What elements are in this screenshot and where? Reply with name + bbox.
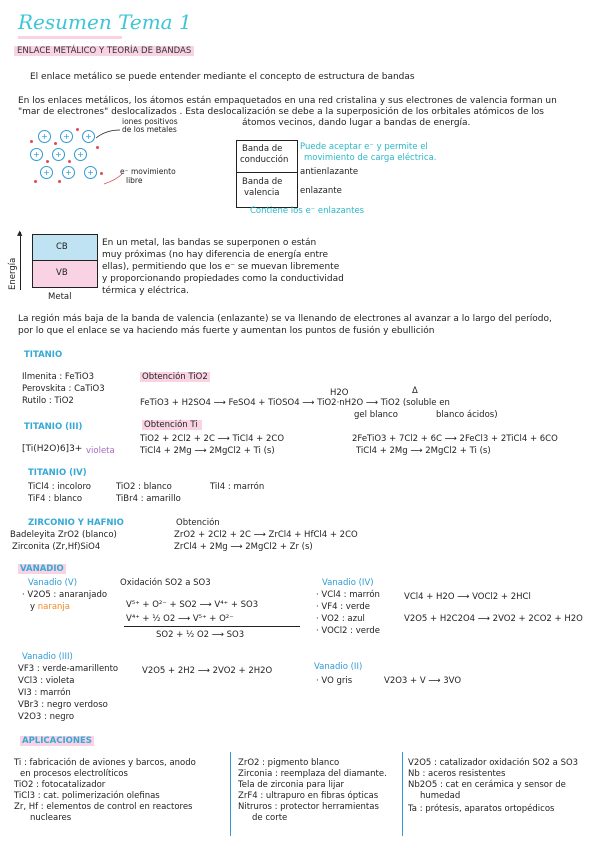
app-c1-2: en procesos electrolíticos [20, 769, 128, 779]
band-divider [236, 172, 297, 173]
ion-icon: + [84, 166, 97, 179]
contiene-text: Contiene los e⁻ enlazantes [250, 206, 365, 216]
ti-reaction-1: TiO2 + 2Cl2 + 2C ⟶ TiCl4 + 2CO [140, 434, 285, 444]
region-line-2: por lo que el enlace se va haciendo más fuerte y aumentan los puntos de fusión y ebullición [18, 326, 435, 336]
band-text-1: En un metal, las bandas se superponen o están [102, 238, 317, 248]
titanio-iv-heading: TITANIO (IV) [28, 468, 87, 478]
label-ions: iones positivos [122, 117, 178, 126]
app-c2-2: Zirconia : reemplaza del diamante. [238, 769, 387, 779]
v2o5-color: · V2O5 : anaranjado [22, 590, 108, 600]
antienlazante-label: antienlazante [300, 167, 359, 177]
app-c3-4: humedad [420, 791, 461, 801]
ion-icon: + [40, 166, 53, 179]
energy-label: Energía [8, 257, 18, 290]
v3-v2o3: V2O3 : negro [18, 712, 75, 722]
titanio-heading: TITANIO [24, 350, 63, 360]
intro-line: El enlace metálico se puede entender mediante el concepto de estructura de bandas [30, 72, 415, 82]
ion-icon: + [62, 166, 75, 179]
ion-icon: + [30, 148, 43, 161]
ion-icon: + [82, 130, 95, 143]
app-c2-4: ZrF4 : ultrapuro en fibras ópticas [238, 791, 379, 801]
cb-label: CB [56, 242, 68, 252]
ion-icon: + [52, 148, 65, 161]
vanadio-ii-heading: Vanadio (II) [314, 662, 363, 672]
mineral-perovskita: Perovskita : CaTiO3 [22, 384, 105, 394]
zr-reaction-1: ZrO2 + 2Cl2 + 2C ⟶ ZrCl4 + HfCl4 + 2CO [174, 530, 358, 540]
v3-vi3: VI3 : marrón [18, 688, 71, 698]
metal-label: Metal [48, 292, 72, 302]
energy-axis [20, 232, 21, 290]
app-c3-3: Nb2O5 : cat en cerámica y sensor de [408, 780, 566, 790]
zr-mineral-2: Zirconita (Zr,Hf)SiO4 [12, 542, 101, 552]
v2o5-naranja: naranja [37, 602, 70, 612]
zr-obtencion-heading: Obtención [176, 518, 220, 528]
para1-line3: átomos vecinos, dando lugar a bandas de energía. [242, 118, 471, 128]
page-title: Resumen Tema 1 [18, 10, 192, 34]
band-text-2: muy próximas (no hay diferencia de energía entre [102, 250, 329, 260]
ti4-tif4: TiF4 : blanco [28, 494, 83, 504]
vb-label: VB [56, 268, 68, 278]
banda-valencia-label: Banda de [242, 177, 283, 187]
ox-reaction-3: SO2 + ½ O2 ⟶ SO3 [156, 630, 245, 640]
v4-vocl2: · VOCl2 : verde [316, 626, 380, 636]
banda-conduccion-label-2: conducción [240, 155, 289, 165]
app-c3-2: Nb : aceros resistentes [408, 769, 506, 779]
v2o5-color-2 [30, 602, 70, 612]
permite-text-1: Puede aceptar e⁻ y permite el [300, 142, 428, 152]
band-text-5: térmica y eléctrica. [102, 286, 189, 296]
v3-vcl3: VCl3 : violeta [18, 676, 75, 686]
app-c1-3: TiO2 : fotocatalizador [14, 780, 106, 790]
app-c1-4: TiCl3 : cat. polimerización olefinas [14, 791, 160, 801]
app-c3-1: V2O5 : catalizador oxidación SO2 a SO3 [408, 758, 579, 768]
v2-reaction: V2O3 + V ⟶ 3VO [384, 676, 462, 686]
ti4-tii4: TiI4 : marrón [210, 482, 265, 492]
app-c3-5: Ta : prótesis, aparatos ortopédicos [408, 804, 555, 814]
region-line-1: La región más baja de la banda de valencia (enlazante) se va llenando de electrones al avanzar a lo largo del período, [18, 314, 552, 324]
electron-icon [58, 180, 61, 183]
violeta-label: violeta [86, 446, 115, 456]
app-c1-1: Ti : fabricación de aviones y barcos, anodo [14, 758, 196, 768]
ion-icon: + [38, 130, 51, 143]
band-text-3: ellas), permitiendo que los e⁻ se muevan libremente [102, 262, 340, 272]
band-text-4: y proporcionando propiedades como la conductividad [102, 274, 344, 284]
aplicaciones-heading: APLICACIONES [22, 736, 92, 746]
title-underline [18, 36, 122, 39]
diagram-arrows [90, 124, 130, 194]
ti4-tibr4: TiBr4 : amarillo [116, 494, 181, 504]
electron-icon [30, 140, 33, 143]
electron-icon [54, 142, 57, 145]
label-ions-2: de los metales [122, 125, 177, 134]
vanadio-heading: VANADIO [20, 564, 64, 574]
app-c2-6: de corte [252, 813, 288, 823]
ox-sum-line [124, 626, 300, 627]
electron-icon [76, 128, 79, 131]
para1-line1: En los enlaces metálicos, los átomos están empaquetados en una red cristalina y sus electrones de valencia forman un [18, 96, 557, 106]
vanadio-v-heading: Vanadio (V) [28, 578, 78, 588]
zr-reaction-2: ZrCl4 + 2Mg ⟶ 2MgCl2 + Zr (s) [174, 542, 313, 552]
titanio-iii-heading: TITANIO (III) [24, 422, 83, 432]
app-c1-5: Zr, Hf : elementos de control en reactores [14, 802, 193, 812]
tio2-reaction: FeTiO3 + H2SO4 ⟶ FeSO4 + TiOSO4 ⟶ TiO2·nH2O ⟶ TiO2 (soluble en [140, 398, 450, 408]
electron-icon [34, 180, 37, 183]
ti-reaction-4: TiCl4 + 2Mg ⟶ 2MgCl2 + Ti (s) [356, 446, 491, 456]
v4-reaction-1: VCl4 + H2O ⟶ VOCl2 + 2HCl [404, 592, 531, 602]
gel-label: gel blanco [354, 410, 398, 420]
electron-icon [68, 160, 71, 163]
electron-icon [46, 160, 49, 163]
energy-arrow-icon: ▲ [17, 229, 23, 237]
blanco-label: blanco ácidos) [436, 410, 498, 420]
ti4-ticl4: TiCl4 : incoloro [28, 482, 91, 492]
mineral-rutilo: Rutilo : TiO2 [22, 396, 74, 406]
banda-valencia-label-2: valencia [244, 188, 280, 198]
app-c2-1: ZrO2 : pigmento blanco [238, 758, 340, 768]
v4-vf4: · VF4 : verde [316, 602, 371, 612]
zr-mineral-1: Badeleyita ZrO2 (blanco) [10, 530, 117, 540]
v4-vcl4: · VCl4 : marrón [316, 590, 380, 600]
apps-divider-2 [402, 752, 403, 836]
section-enlace-heading: ENLACE METÁLICO Y TEORÍA DE BANDAS [14, 46, 194, 56]
v4-reaction-2: V2O5 + H2C2O4 ⟶ 2VO2 + 2CO2 + H2O [404, 614, 583, 624]
zirconio-heading: ZIRCONIO Y HAFNIO [28, 518, 124, 528]
ion-icon: + [74, 148, 87, 161]
para1-line2: "mar de electrones" deslocalizados . Esta deslocalización se debe a la superposición de los orbitales atómicos de los [18, 107, 544, 117]
enlazante-label: enlazante [300, 186, 342, 196]
obtencion-ti-heading: Obtención Ti [144, 420, 198, 430]
v3-reaction: V2O5 + 2H2 ⟶ 2VO2 + 2H2O [142, 666, 273, 676]
vanadio-iii-heading: Vanadio (III) [22, 652, 73, 662]
banda-conduccion-label: Banda de [242, 144, 283, 154]
h2o-label: H2O [330, 388, 349, 398]
ion-icon: + [60, 130, 73, 143]
oxidacion-heading: Oxidación SO2 a SO3 [120, 578, 211, 588]
ti-reaction-2: TiCl4 + 2Mg ⟶ 2MgCl2 + Ti (s) [140, 446, 275, 456]
ox-reaction-1: V⁵⁺ + O²⁻ + SO2 ⟶ V⁴⁺ + SO3 [126, 600, 259, 610]
v2o5-y: y [30, 602, 38, 612]
label-electron-2: libre [126, 176, 143, 185]
v4-vo2: · VO2 : azul [316, 614, 365, 624]
obtencion-tio2-heading: Obtención TiO2 [142, 372, 208, 382]
apps-divider-1 [230, 752, 231, 836]
delta-label: Δ [412, 386, 418, 396]
ox-reaction-2: V⁴⁺ + ½ O2 ⟶ V⁵⁺ + O²⁻ [126, 614, 234, 624]
app-c2-3: Tela de zirconia para lijar [238, 780, 345, 790]
v3-vf3: VF3 : verde-amarillento [18, 664, 119, 674]
ti4-tio2: TiO2 : blanco [116, 482, 172, 492]
app-c1-6: nucleares [30, 813, 72, 823]
v3-vbr3: VBr3 : negro verdoso [18, 700, 108, 710]
label-electron: e⁻ movimiento [120, 167, 176, 176]
app-c2-5: Nitruros : protector herramientas [238, 802, 379, 812]
ti3-complex: [Ti(H2O)6]3+ [22, 444, 83, 454]
permite-text-2: movimiento de carga eléctrica. [304, 153, 437, 163]
ti-reaction-3: 2FeTiO3 + 7Cl2 + 6C ⟶ 2FeCl3 + 2TiCl4 + 6CO [352, 434, 558, 444]
mineral-ilmenita: Ilmenita : FeTiO3 [22, 372, 94, 382]
v2-vo: · VO gris [316, 676, 353, 686]
vanadio-iv-heading: Vanadio (IV) [322, 578, 374, 588]
